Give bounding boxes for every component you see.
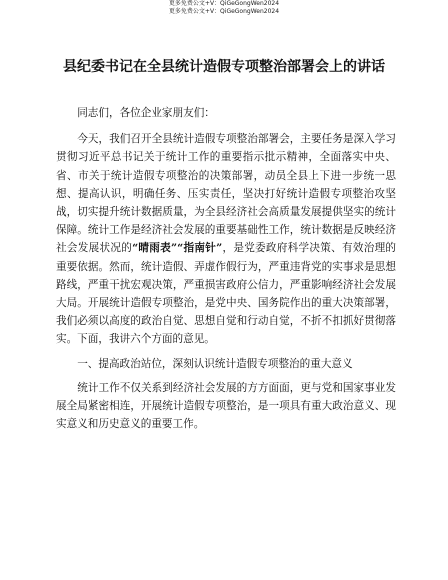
watermark-line: 更多免费公文+V：QiGeGongWen2024 [168,8,280,15]
paragraph-text: 今天，我们召开全县统计造假专项整治部署会，主要任务是深入学习贯彻习近平总书记关于统计工作的重要指示批示精神，全面落实中央、省、市关于统计造假专项整治的决策部署，动员全县上下进一步统一思想、提高认识，明确任务、压实责任，坚决打好统计造假专项整治攻坚战，切实提升统计数据质量，为全县经济社会高质量发展提供坚实的统计保障。统计工作是经济社会发展的重要基础性工作，统计数据是反映经济社会发展状况的 [56,133,396,255]
document-body [56,104,396,439]
section-paragraph: 统计工作不仅关系到经济社会发展的方方面面，更与党和国家事业发展全局紧密相连，开展统计造假专项整治，是一项具有重大政治意义、现实意义和历史意义的重要工作。 [56,381,396,431]
paragraph-text: ，是党委政府科学决策、有效治理的重要依据。然而，统计造假、弄虚作假行为，严重违背党的实事求是思想路线，严重干扰宏观决策，严重损害政府公信力，严重影响经济社会发展大局。开展统计造假专项整治，是党中央、国务院作出的重大决策部署，我们必须以高度的政治自觉、思想自觉和行动自觉，不折不扣抓好贯彻落实。下面，我讲六个方面的意见。 [56,242,397,346]
bold-term: “晴雨表” [132,242,178,255]
bold-term: “指南针” [177,242,223,255]
salutation: 同志们，各位企业家朋友们： [77,107,215,119]
section-heading: 一、提高政治站位，深刻认识统计造假专项整治的重大意义 [77,357,353,370]
document-title: 县纪委书记在全县统计造假专项整治部署会上的讲话 [63,59,385,75]
watermark-line: 更多免费公文+V：QiGeGongWen2024 [168,0,280,7]
opening-paragraph [56,130,396,348]
watermark-header [0,0,448,16]
